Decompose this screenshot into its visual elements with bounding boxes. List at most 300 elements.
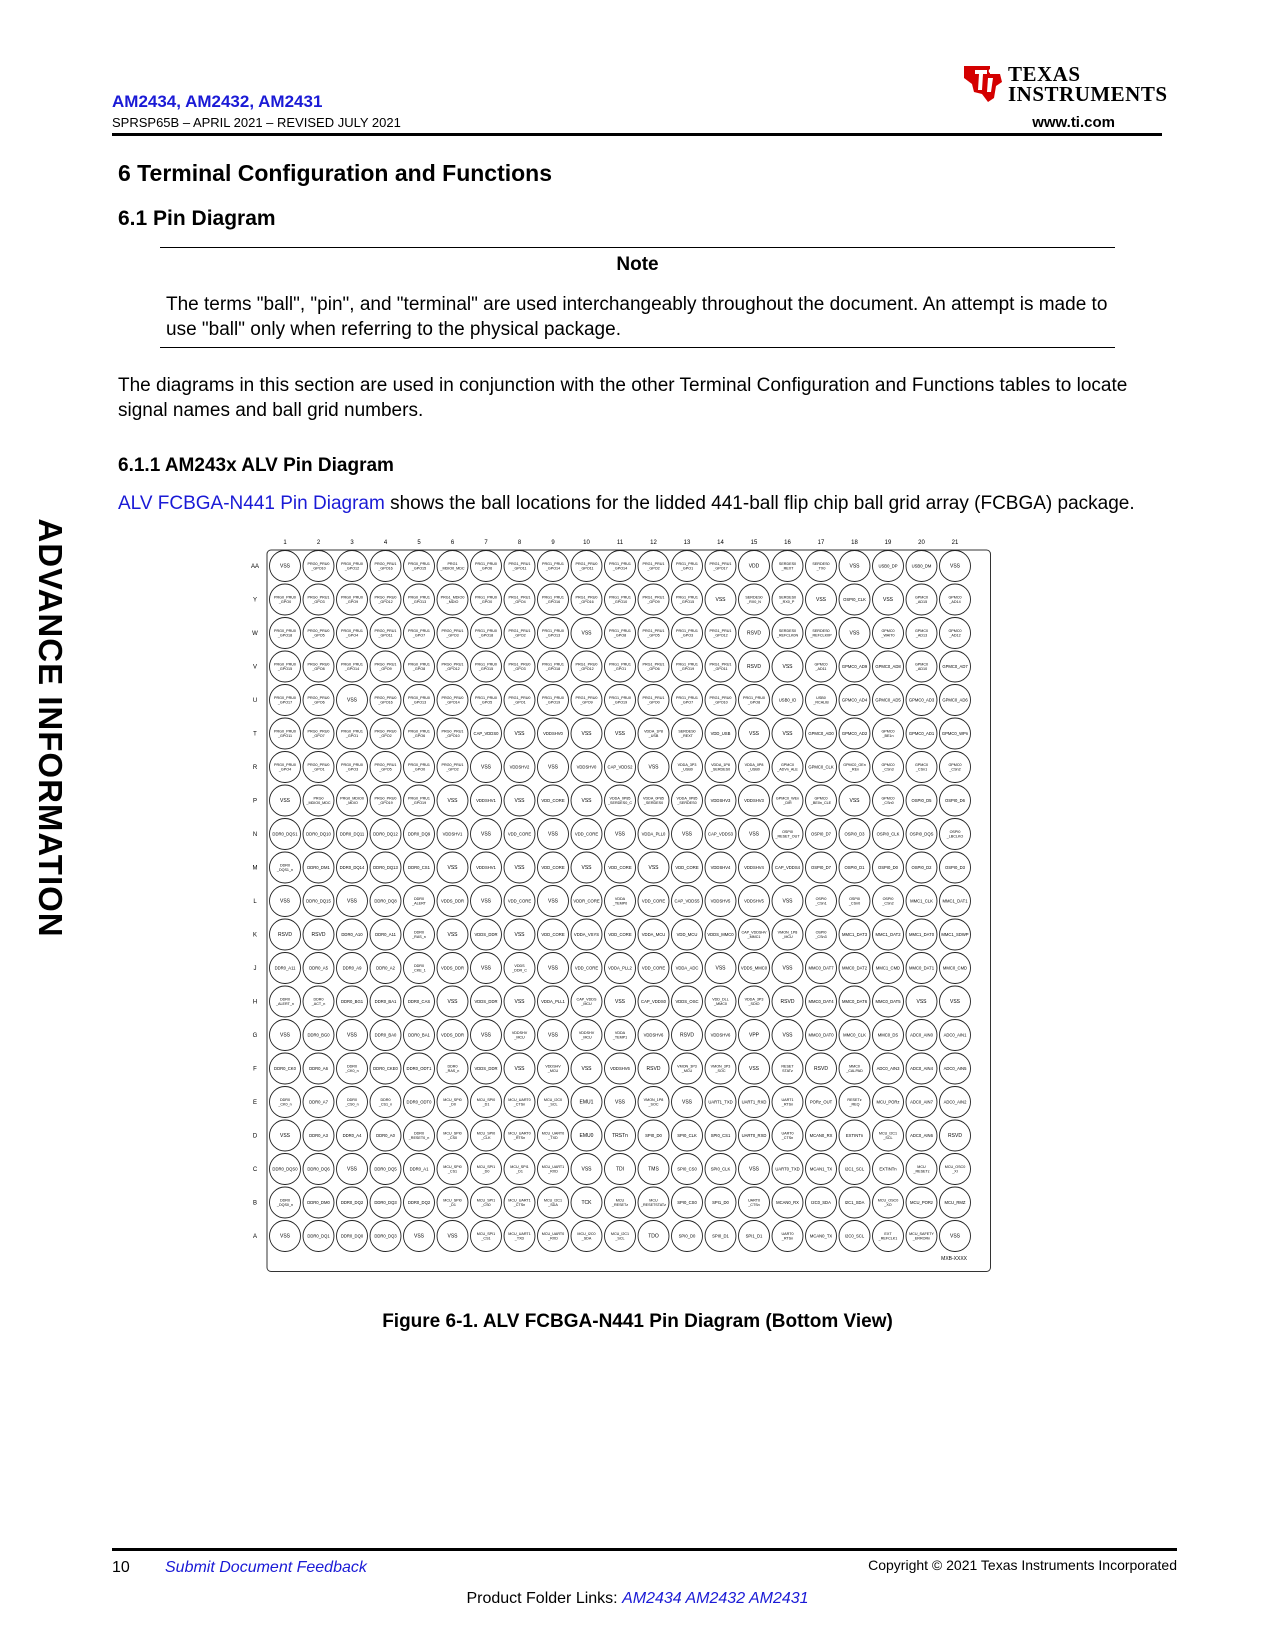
- ball-label: PRG1_PRU1 _GPO12: [709, 628, 732, 638]
- ball-label: RSVD: [747, 664, 761, 671]
- ball-label: DDR0_ODT0: [406, 1099, 432, 1105]
- ball-label: VSS: [882, 597, 894, 604]
- ball-label: PRG0_PRU0 _GPO13: [408, 695, 430, 705]
- column-label: 15: [750, 540, 758, 546]
- ball-label: PRG0_PRU1 _GPO0: [408, 762, 430, 772]
- ball-label: MMC1_DAT3: [841, 932, 868, 938]
- ball-label: DDR0_A4: [342, 1133, 362, 1139]
- ball-label: MCU_UART0 _RTSn: [508, 1131, 531, 1140]
- ball-label: VDDA _TEMP0: [612, 896, 628, 906]
- ball-label: VSS: [346, 898, 358, 905]
- ball-label: VSS: [480, 831, 492, 838]
- ball-label: VSS: [849, 630, 860, 637]
- ball-label: VSS: [447, 932, 458, 939]
- ball-label: MCAN1_TX: [809, 1166, 833, 1172]
- column-label: 6: [450, 540, 455, 546]
- ball-label: VDDSHV3: [744, 798, 764, 804]
- ball-label: OSPI0_D0: [877, 865, 899, 871]
- ball-label: MCU_SAFETY _ERRORn: [909, 1231, 934, 1241]
- ball-label: VSS: [480, 965, 492, 972]
- ball-label: VSS: [748, 1066, 760, 1073]
- row-label: Y: [252, 597, 258, 604]
- ball-label: OSPI0_D3: [944, 865, 966, 871]
- ball-label: CAP_VDDS0: [473, 731, 499, 737]
- section-heading: 6 Terminal Configuration and Functions: [118, 160, 553, 186]
- ball-label: VSS: [748, 1166, 760, 1173]
- ball-label: RSVD: [780, 999, 795, 1006]
- ball-label: PRG1_PRU0 _GPO0: [475, 595, 497, 604]
- ball-label: OSPI0_CLK: [843, 597, 866, 603]
- ball-label: GPMC0 _BE1n: [881, 729, 895, 738]
- ball-label: SPI0_CLK: [710, 1166, 731, 1172]
- ball-label: MCU _RESETSTATz: [640, 1198, 667, 1207]
- ball-label: MMC0_CMD: [942, 965, 968, 971]
- ball-label: PRG1_PRU1 _GPO9: [642, 595, 665, 604]
- ball-label: SPI1_D1: [745, 1233, 763, 1239]
- ball-label: MCU_I2C1 _SCL: [878, 1131, 898, 1140]
- column-label: 12: [650, 540, 657, 546]
- ball-label: VSS: [547, 831, 559, 838]
- ball-label: UART1_RXD: [741, 1099, 767, 1105]
- ball-label: GPMC0 _CSn1: [914, 762, 929, 772]
- website-link[interactable]: www.ti.com: [1032, 114, 1115, 131]
- ball-label: VDD_CORE: [641, 965, 666, 971]
- ball-label: VSS: [447, 1233, 458, 1240]
- ball-label: VSS: [413, 1233, 425, 1240]
- row-label: V: [252, 664, 258, 671]
- ball-label: MMC1_DAT1: [942, 898, 968, 904]
- ball-label: I2C0_SDA: [811, 1200, 831, 1206]
- ball-label: USB0_ID: [778, 697, 797, 703]
- ball-label: DDR0 _DQS1_n: [276, 863, 294, 872]
- ball-label: VMON_3P3 _SOC: [710, 1064, 731, 1073]
- ball-label: MCU_UART0 _TXD: [541, 1131, 565, 1140]
- ball-label: RSVD: [646, 1066, 661, 1073]
- intro-paragraph: The diagrams in this section are used in conjunction with the other Terminal Configuration and Functions tables to locate signal names and ball grid numbers.: [118, 375, 1128, 421]
- ball-label: DDR0_BA1: [374, 999, 397, 1005]
- ball-label: TMS: [648, 1166, 659, 1173]
- ball-label: VSS: [447, 865, 458, 872]
- ball-label: DDR0_A6: [309, 1066, 328, 1072]
- ball-label: TRSTn: [612, 1133, 628, 1140]
- ball-label: SERDES0 _REFCLK0P: [810, 628, 832, 638]
- ball-label: PRG0_PRU0 _GPO0: [274, 595, 296, 604]
- ball-label: PRG0_PRU0 _GPO18: [274, 628, 296, 638]
- ball-label: CAP_VDDS0: [641, 999, 666, 1005]
- figure-link[interactable]: ALV FCBGA-N441 Pin Diagram: [118, 493, 385, 514]
- ball-label: VSS: [514, 798, 525, 805]
- ball-label: DDR0 _CKE_1: [412, 963, 426, 973]
- ball-label: VSS: [581, 1066, 592, 1073]
- ti-logo-icon: [960, 60, 1006, 104]
- ball-label: MCU_SPI1 _D1: [510, 1164, 529, 1174]
- ball-label: VDDSHV6: [710, 1032, 731, 1038]
- row-label: K: [252, 932, 258, 939]
- note-top-rule: [160, 247, 1115, 248]
- ball-label: SPI0_CS0: [677, 1200, 697, 1206]
- ball-label: VDDS_OSC: [675, 999, 699, 1005]
- ball-label: GPMC0_AD9: [841, 664, 868, 670]
- ball-label: PRG0_PRU0 _GPO1: [307, 762, 330, 772]
- ball-label: VDDA_0P85 _SERDES0: [676, 796, 698, 805]
- ball-label: VSS: [581, 865, 592, 872]
- ball-label: VDDA_3P3 _SDIO: [744, 997, 764, 1006]
- ball-label: CAP_VDDS5: [674, 898, 700, 904]
- copyright: Copyright © 2021 Texas Instruments Incorporated: [868, 1557, 1177, 1573]
- ball-label: VDD_CORE: [574, 831, 599, 837]
- ball-label: GPMC0_AD7: [942, 664, 968, 670]
- ball-label: PRG1_PRU1 _GPO1: [676, 561, 698, 571]
- ball-label: VSS: [581, 630, 592, 637]
- ball-label: PRG1_PRU0 _GPO5: [475, 695, 497, 705]
- ball-label: VMON_1P8 _SOC: [643, 1097, 664, 1107]
- ball-label: VSS: [447, 798, 458, 805]
- ball-label: VSS: [547, 898, 559, 905]
- ball-label: MMC0_DAT4: [808, 999, 834, 1005]
- ball-label: VDDS _DDR_C: [512, 963, 527, 973]
- ball-label: PRG0_PRU1 _GPO8: [408, 662, 430, 671]
- ball-label: DDR0_DQ6: [307, 1166, 330, 1172]
- ball-label: DDR0_CAS: [407, 999, 431, 1005]
- ball-label: SPI1_D0: [712, 1200, 729, 1206]
- ball-label: RESETz _REQ: [847, 1097, 862, 1107]
- ball-label: MMC0_DS: [877, 1032, 899, 1038]
- ball-label: GPMC0 _CSn2: [948, 762, 962, 772]
- ball-label: SPI0_CS1: [710, 1133, 731, 1139]
- ball-label: OSPI0_D5: [911, 798, 932, 804]
- note-bottom-rule: [160, 347, 1115, 348]
- logo-text-line1: TEXAS: [1008, 62, 1081, 86]
- ball-label: VSS: [949, 1233, 961, 1240]
- ball-label: VDDA _TEMP1: [612, 1030, 628, 1040]
- ball-label: MCU _RESETz: [611, 1198, 629, 1207]
- ball-label: PRG1_PRU0 _GPO15: [475, 662, 497, 671]
- ball-label: PRG1_PRU0 _GPO12: [575, 662, 598, 671]
- ball-label: PRG1_PRU0 _GPO1: [508, 695, 531, 705]
- ball-label: PRG0_PRU0 _GPO12: [374, 595, 397, 604]
- ball-label: VDD: [748, 563, 760, 570]
- ball-label: OSPI0 _LBCLKO: [946, 829, 964, 839]
- ball-label: DDR0 _CK0_n: [345, 1064, 359, 1073]
- ball-label: PRG0_PRU1 _GPO6: [408, 729, 430, 738]
- ball-label: PRG1_PRU1 _GPO3: [676, 628, 698, 638]
- ball-label: CAP_VDDS3: [708, 831, 733, 837]
- ball-label: DDR0_DM1: [307, 865, 330, 871]
- ball-label: MMC1_DAT2: [875, 932, 901, 938]
- document-part-numbers: AM2434, AM2432, AM2431: [112, 92, 323, 111]
- ball-label: VSS: [279, 1233, 291, 1240]
- column-label: 10: [583, 540, 590, 546]
- ball-label: VDD_CORE: [541, 865, 565, 871]
- ball-label: VSS: [547, 1032, 559, 1039]
- ball-label: MMC0_CLK: [843, 1032, 866, 1038]
- ball-label: PRG0_PRU0 _GPO7: [307, 729, 330, 738]
- column-label: 14: [717, 540, 724, 546]
- ball-label: PRG0_PRU0 _GPO4: [274, 762, 296, 772]
- ball-label: PRG1 _MDIO0_MDC: [440, 561, 465, 571]
- ball-label: TDI: [615, 1166, 625, 1173]
- ball-label: I2C1_SDA: [844, 1200, 865, 1206]
- ball-label: OSPI0_D1: [844, 865, 865, 871]
- diagram-description-paragraph: [118, 491, 1168, 516]
- ball-label: VSS: [547, 764, 559, 771]
- advance-information-text: ADVANCE INFORMATION: [32, 518, 69, 938]
- ball-label: VDDSHV6: [643, 1032, 664, 1038]
- ball-label: GPMC0 _AD15: [914, 595, 929, 604]
- ball-label: VSS: [748, 731, 760, 738]
- ball-label: UART1_TXD: [708, 1099, 733, 1105]
- ball-label: VDD_CORE: [675, 865, 699, 871]
- ball-label: MCAN0_RX: [809, 1133, 833, 1139]
- product-folder-links: [0, 1590, 1275, 1608]
- ball-label: DDR0_DQ11: [339, 831, 365, 837]
- ball-label: PRG0_PRU0 _GPO5: [307, 628, 330, 638]
- ball-label: DDR0_A9: [342, 965, 362, 971]
- column-label: 18: [851, 540, 858, 546]
- ball-label: VDDSHV6: [610, 1066, 630, 1072]
- ball-label: ADC0_AIN6: [910, 1133, 933, 1139]
- ball-label: DDR0_A11: [274, 965, 296, 971]
- ball-label: PRG0_PRU1 _GPO13: [408, 595, 430, 604]
- ball-label: PRG1_PRU1 _GPO16: [542, 595, 564, 604]
- ball-label: VSS: [681, 831, 693, 838]
- ball-label: VDD_CORE: [507, 898, 532, 904]
- ball-label: VDDSHV0: [543, 731, 563, 737]
- ball-label: SPI0_D0: [678, 1233, 696, 1239]
- ball-label: VSS: [648, 865, 659, 872]
- ball-label: MCU_SPI1 _D0: [476, 1164, 496, 1174]
- ball-label: PRG1_PRU0 _GPO10: [709, 695, 732, 705]
- subsubsection-heading: 6.1.1 AM243x ALV Pin Diagram: [118, 455, 394, 476]
- ball-label: MCU _RESETz: [913, 1164, 930, 1174]
- ball-label: VDDSHV3: [710, 798, 731, 804]
- ball-label: VDDA_3P3 _USB0: [677, 762, 697, 772]
- ball-label: EXTINTn: [845, 1133, 864, 1139]
- ball-label: OSPI0 _CSn0: [848, 896, 861, 906]
- ball-label: MMC1_CMD: [875, 965, 901, 971]
- ball-label: GPMC0 _AD10: [914, 662, 929, 671]
- ball-label: PRG0_PRU1 _GPO3: [307, 595, 330, 604]
- ball-label: DDR0_DQ3: [374, 1200, 397, 1206]
- ball-label: GPMC0_AD4: [841, 697, 868, 703]
- ball-label: PRG1_PRU1 _GPO6: [642, 662, 665, 671]
- ball-label: PRG0_PRU0 _GPO3: [341, 762, 363, 772]
- ball-label: MCU_SPI0 _D1: [443, 1198, 462, 1207]
- ball-label: VSS: [614, 831, 626, 838]
- column-label: 16: [784, 540, 791, 546]
- ball-label: UART0 _CTSn: [781, 1131, 794, 1140]
- ball-label: ADC0_AIN0: [910, 1032, 933, 1038]
- row-label: D: [252, 1133, 258, 1140]
- ball-label: ADC0_AIN1: [943, 1032, 967, 1038]
- ball-label: PRG1_PRU1 _GPO1: [609, 662, 631, 671]
- ball-label: DDR0_DQ2: [407, 1200, 431, 1206]
- ball-label: PRG1_PRU1 _GPO14: [542, 561, 564, 571]
- ball-label: PRG0_PRU1 _GPO5: [374, 762, 397, 772]
- ball-label: MCU_SPI1 _CS1: [476, 1231, 496, 1241]
- ball-label: I2C0_SCL: [844, 1233, 865, 1239]
- ball-label: VSS: [815, 597, 827, 604]
- ball-label: RSVD: [680, 1032, 694, 1039]
- ball-label: VSS: [346, 1166, 358, 1173]
- ball-label: PRG0_PRU0 _GPO17: [274, 695, 296, 705]
- ball-label: MCAN0_TX: [809, 1233, 833, 1239]
- ball-label: VSS: [547, 965, 559, 972]
- ball-label: VDDS_DDR: [440, 1032, 465, 1038]
- row-label: A: [252, 1234, 258, 1240]
- ball-label: DDR0_BA1: [408, 1032, 430, 1038]
- ball-label: I2C1_SCL: [844, 1166, 865, 1172]
- column-label: 9: [551, 540, 555, 546]
- ball-label: MCU_PORz: [876, 1099, 900, 1105]
- ball-label: VDDSHV5: [744, 898, 764, 904]
- ball-label: VSS: [279, 898, 291, 905]
- ball-label: PRG0_PRU1 _GPO15: [408, 561, 430, 571]
- ball-label: MMC1_SDWP: [941, 932, 969, 938]
- ball-label: PRG0_PRU0 _GPO16: [374, 695, 397, 705]
- ball-label: CAP_VDDS2: [607, 764, 633, 770]
- ball-label: VDD_CORE: [574, 965, 599, 971]
- ball-label: DDR0 _RAS_n: [412, 930, 426, 939]
- ball-label: VMON_1P8 _MCU: [777, 930, 798, 939]
- ball-label: VDDSHV1: [476, 798, 496, 804]
- document-literature-number: SPRSP65B – APRIL 2021 – REVISED JULY 2021: [112, 115, 401, 130]
- ball-label: DDR0_A7: [309, 1099, 328, 1105]
- ball-label: GPMC0 _ADVn_ALE: [777, 762, 798, 772]
- column-label: 1: [283, 540, 287, 546]
- column-label: 19: [884, 540, 892, 546]
- ball-label: PRG1_PRU0 _GPO13: [542, 628, 564, 638]
- ball-label: PRG1_PRU1 _GPO7: [676, 695, 698, 705]
- row-label: P: [252, 798, 258, 805]
- ball-label: VSS: [581, 731, 592, 738]
- ball-label: GPMC0 _AD12: [948, 628, 962, 638]
- ball-label: SERDES0 _RX0_P: [778, 595, 797, 604]
- figure-reference-code: MXB-XXXX: [941, 1256, 967, 1262]
- ball-label: DDR0_DQ2: [340, 1200, 364, 1206]
- ball-label: PRG1_PRU0 _GPO6: [475, 561, 497, 571]
- ball-label: RSVD: [278, 932, 292, 939]
- ball-label: VSS: [782, 1032, 793, 1039]
- ball-label: VDDSHV0: [576, 764, 597, 770]
- ball-label: UART0 _CTSn: [747, 1198, 761, 1207]
- ball-label: GPMC0_AD1: [908, 731, 935, 737]
- ball-label: OSPI0 _CSn2: [882, 896, 894, 906]
- ball-label: VSS: [581, 1166, 592, 1173]
- ball-label: PRG0_PRU1 _GPO7: [408, 628, 430, 638]
- ball-label: DDR0_DM0: [307, 1200, 330, 1206]
- ball-label: MCU_SPI0 _CLK: [476, 1131, 496, 1140]
- ball-label: DDR0_DQ8: [374, 898, 397, 904]
- ball-label: MMC0_DAT6: [841, 999, 868, 1005]
- ball-label: VDDA_0P85 _SERDES0_C: [608, 796, 632, 805]
- ball-label: RSVD: [948, 1133, 962, 1140]
- ball-label: SERDES0 _RX0_N: [745, 595, 763, 604]
- ball-label: DDR0 _CS0_n: [345, 1097, 359, 1107]
- ball-label: VSS: [715, 597, 726, 604]
- note-title: Note: [616, 254, 659, 275]
- ball-label: MCU_SPI0 _CS0: [443, 1131, 462, 1140]
- ball-label: VDDSHV1: [476, 865, 496, 871]
- ball-label: MCAN0_RX: [776, 1200, 799, 1206]
- ball-label: GPMC0 _CSn3: [881, 762, 895, 772]
- ball-label: VSS: [279, 1133, 291, 1140]
- ball-label: PRG1_PRU1 _GPO19: [676, 662, 698, 671]
- column-label: 4: [383, 540, 388, 546]
- ball-label: GPMC0_AD6: [942, 697, 968, 703]
- ball-label: PRG0_PRU0 _GPO15: [274, 662, 296, 671]
- ball-label: DDR0_BA0: [374, 1032, 397, 1038]
- submit-feedback-link[interactable]: Submit Document Feedback: [165, 1559, 367, 1576]
- ball-label: GPMC0_AD2: [841, 731, 868, 737]
- ball-label: PRG1_PRU1 _GPO2: [642, 561, 665, 571]
- ball-label: ADC0_AIN4: [910, 1066, 933, 1072]
- row-label: N: [252, 832, 258, 838]
- row-label: W: [252, 631, 258, 637]
- ball-label: DDR0_ODT1: [406, 1066, 432, 1072]
- ball-label: DDR0_A11: [375, 932, 396, 938]
- ball-label: VSS: [614, 731, 626, 738]
- product-folder-label: Product Folder Links:: [466, 1590, 623, 1607]
- ball-label: VSS: [782, 731, 793, 738]
- ball-label: VDD_MCU: [676, 932, 698, 938]
- ball-label: VSS: [648, 764, 659, 771]
- ball-label: PRG1_PRU1 _GPO8: [609, 628, 631, 638]
- ball-label: MMC1_DAT0: [908, 932, 935, 938]
- ball-label: PRG0_PRU1 _GPO2: [441, 762, 464, 772]
- ball-label: MCU_I2C1 _SCL: [610, 1231, 630, 1241]
- ball-label: PRG1_PRU0 _GPO8: [743, 695, 765, 705]
- ball-label: UART0 _RTSn: [781, 1231, 794, 1241]
- ball-label: VDDSHV _MCU: [545, 1064, 561, 1073]
- ball-label: MCU_RMZ: [944, 1200, 966, 1206]
- ball-label: VSS: [949, 999, 961, 1006]
- ball-label: EXTINTn: [879, 1166, 897, 1172]
- row-label: E: [252, 1100, 258, 1106]
- ball-label: USB0_DP: [878, 563, 898, 569]
- ball-label: EMU1: [579, 1099, 594, 1106]
- ball-label: DDR0 _RESET0_n: [408, 1131, 430, 1140]
- ball-label: VDDSHV4: [710, 865, 731, 871]
- ball-label: VDD_CORE: [541, 932, 565, 938]
- ball-label: PRG0_PRU1 _GPO14: [341, 662, 363, 671]
- subsection-heading: 6.1 Pin Diagram: [118, 207, 276, 230]
- ball-label: PRG1_MDIO0 _MDIO: [440, 595, 465, 604]
- ball-label: DDR0_CKE0: [373, 1066, 398, 1072]
- ball-label: VDD_DLL _MMC0: [712, 997, 729, 1006]
- ball-label: OSPI0_D7: [810, 831, 832, 837]
- ball-label: PRG1_PRU1 _GPO17: [709, 561, 732, 571]
- ball-label: VDDS_DDR: [440, 965, 465, 971]
- row-label: AA: [250, 564, 260, 570]
- ball-label: PRG1_PRU0 _GPO18: [475, 628, 497, 638]
- column-label: 2: [316, 540, 321, 546]
- ball-label: PRG0_PRU0 _GPO8: [307, 662, 330, 671]
- ball-label: DDR0_DQ15: [306, 898, 331, 904]
- ball-label: DDR0_CS1: [408, 865, 430, 871]
- ball-label: UART0_TXD: [775, 1166, 800, 1172]
- ball-label: PRG1_PRU0 _GPO19: [609, 695, 631, 705]
- ball-label: MCU_OSC0 _XO: [877, 1198, 899, 1207]
- ball-label: PRG1_PRU0 _GPO11: [575, 561, 598, 571]
- ball-label: RSVD: [747, 630, 761, 637]
- product-folder-link[interactable]: AM2434 AM2432 AM2431: [622, 1590, 809, 1607]
- ball-label: PRG1_PRU1 _GPO0: [642, 695, 665, 705]
- ball-label: OSPI0_D3: [844, 831, 865, 837]
- ball-label: VDDSHV2: [509, 764, 530, 770]
- ball-label: MCU_UART1 _CTSn: [508, 1198, 531, 1207]
- ball-label: DDR0_DQ3: [374, 1233, 397, 1239]
